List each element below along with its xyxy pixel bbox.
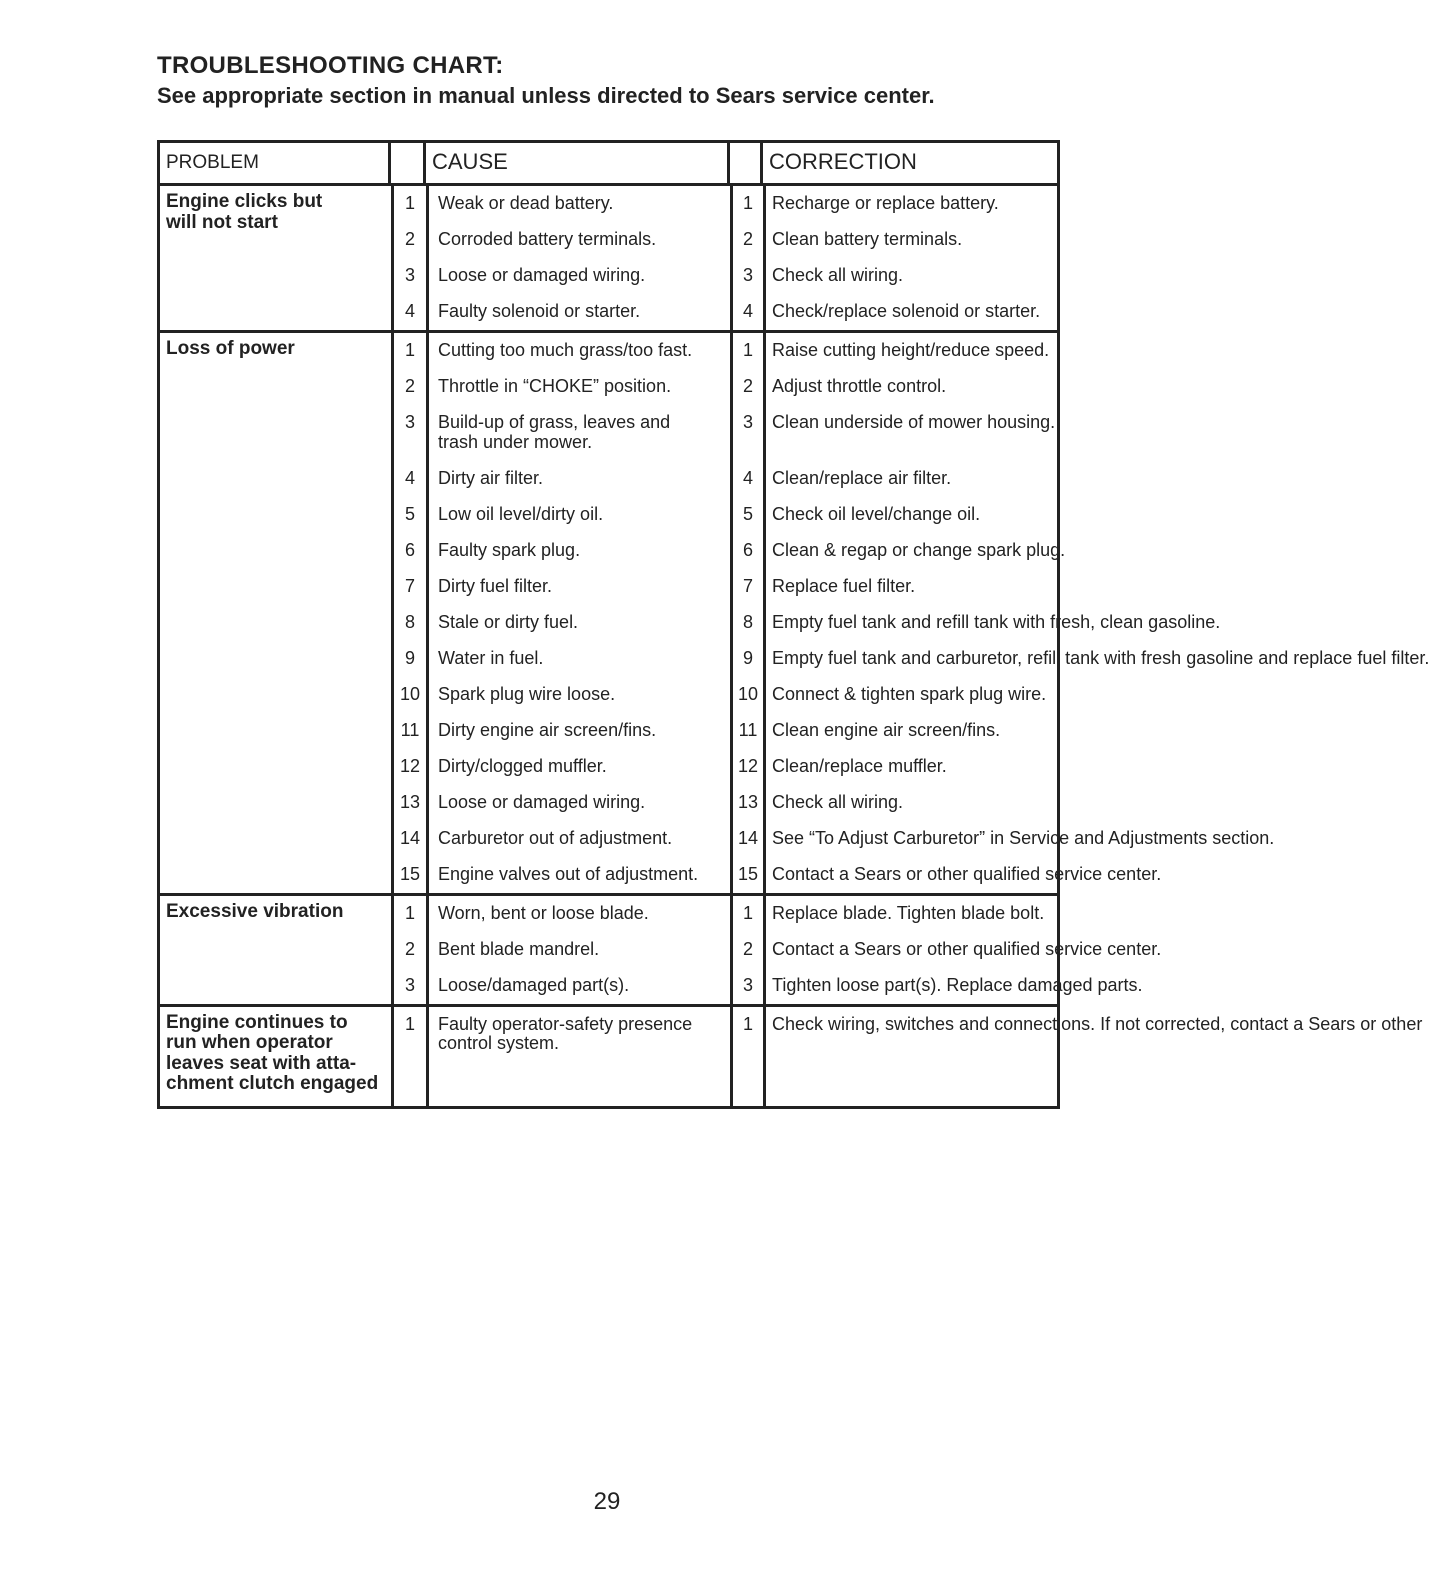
table-row <box>391 785 1429 821</box>
cause-number: 13 <box>391 785 426 821</box>
cause-text: Dirty/clogged muffler. <box>426 749 730 785</box>
correction-text: Tighten loose part(s). Replace damaged parts. <box>763 968 1161 1004</box>
cause-text: Stale or dirty fuel. <box>426 605 730 641</box>
cause-number: 2 <box>391 222 426 258</box>
cause-number: 12 <box>391 749 426 785</box>
correction-number: 9 <box>730 641 763 677</box>
correction-number: 13 <box>730 785 763 821</box>
header-problem: PROBLEM <box>166 152 259 173</box>
table-row <box>391 369 1429 405</box>
correction-number: 10 <box>730 677 763 713</box>
table-row <box>391 605 1429 641</box>
correction-text: See “To Adjust Carburetor” in Service and Adjustments section. <box>763 821 1429 857</box>
cause-text: Engine valves out of adjustment. <box>426 857 730 893</box>
correction-number: 8 <box>730 605 763 641</box>
problem-label: Engine continues to run when operator leaves seat with atta- chment clutch engaged <box>166 1011 379 1094</box>
problem-label: Engine clicks but will not start <box>166 191 323 233</box>
cause-text: Spark plug wire loose. <box>426 677 730 713</box>
correction-text: Adjust throttle control. <box>763 369 1429 405</box>
table-body <box>160 186 1429 1106</box>
cause-number: 9 <box>391 641 426 677</box>
correction-text: Check/replace solenoid or starter. <box>763 294 1057 330</box>
correction-number: 2 <box>730 369 763 405</box>
cause-number: 6 <box>391 533 426 569</box>
cause-number: 2 <box>391 369 426 405</box>
table-row <box>391 896 1161 932</box>
correction-text: Replace fuel filter. <box>763 569 1429 605</box>
cause-text: Dirty fuel filter. <box>426 569 730 605</box>
correction-number: 1 <box>730 896 763 932</box>
cause-text: Dirty air filter. <box>426 461 730 497</box>
table-row <box>391 461 1429 497</box>
cause-text: Loose or damaged wiring. <box>426 258 730 294</box>
correction-number: 7 <box>730 569 763 605</box>
cause-number: 3 <box>391 258 426 294</box>
correction-text: Empty fuel tank and carburetor, refill tank with fresh gasoline and replace fuel filter. <box>763 641 1429 677</box>
correction-text: Connect & tighten spark plug wire. <box>763 677 1429 713</box>
table-row <box>391 405 1429 461</box>
cause-text: Build-up of grass, leaves and trash under mower. <box>426 405 730 461</box>
cause-text: Faulty spark plug. <box>426 533 730 569</box>
cause-number: 14 <box>391 821 426 857</box>
correction-number: 4 <box>730 294 763 330</box>
table-row <box>391 932 1161 968</box>
correction-number: 15 <box>730 857 763 893</box>
correction-text: Check all wiring. <box>763 258 1057 294</box>
cause-number: 2 <box>391 932 426 968</box>
correction-text: Raise cutting height/reduce speed. <box>763 333 1429 369</box>
correction-number: 14 <box>730 821 763 857</box>
correction-number: 1 <box>730 1007 763 1106</box>
correction-text: Empty fuel tank and refill tank with fresh, clean gasoline. <box>763 605 1429 641</box>
cause-text: Faulty operator-safety presence control system. <box>426 1007 730 1106</box>
correction-text: Contact a Sears or other qualified service center. <box>763 932 1161 968</box>
correction-number: 3 <box>730 258 763 294</box>
cause-text: Low oil level/dirty oil. <box>426 497 730 533</box>
correction-text: Check all wiring. <box>763 785 1429 821</box>
table-row <box>391 1007 1422 1106</box>
cause-text: Bent blade mandrel. <box>426 932 730 968</box>
item-list <box>391 333 1429 893</box>
table-row <box>391 533 1429 569</box>
correction-number: 4 <box>730 461 763 497</box>
problem-label: Excessive vibration <box>166 900 344 922</box>
correction-text: Clean underside of mower housing. <box>763 405 1429 461</box>
correction-number: 3 <box>730 405 763 461</box>
table-row <box>391 258 1057 294</box>
table-row <box>391 333 1429 369</box>
table-row <box>391 497 1429 533</box>
cause-number: 1 <box>391 1007 426 1106</box>
cause-number: 3 <box>391 968 426 1004</box>
table-row <box>391 294 1057 330</box>
cause-number: 4 <box>391 461 426 497</box>
correction-number: 6 <box>730 533 763 569</box>
cause-text: Faulty solenoid or starter. <box>426 294 730 330</box>
problem-group <box>160 333 1429 896</box>
cause-number: 10 <box>391 677 426 713</box>
correction-number: 5 <box>730 497 763 533</box>
correction-number: 11 <box>730 713 763 749</box>
problem-group <box>160 1007 1423 1106</box>
table-row <box>391 749 1429 785</box>
correction-number: 1 <box>730 186 763 222</box>
table-header <box>160 143 1057 186</box>
cause-number: 5 <box>391 497 426 533</box>
cause-number: 8 <box>391 605 426 641</box>
cause-number: 1 <box>391 333 426 369</box>
table-row <box>391 186 1057 222</box>
table-row <box>391 677 1429 713</box>
correction-text: Clean/replace muffler. <box>763 749 1429 785</box>
correction-text: Clean battery terminals. <box>763 222 1057 258</box>
table-row <box>391 641 1429 677</box>
correction-text: Clean & regap or change spark plug. <box>763 533 1429 569</box>
header-correction-number <box>727 143 760 183</box>
cause-number: 4 <box>391 294 426 330</box>
correction-number: 2 <box>730 932 763 968</box>
cause-text: Carburetor out of adjustment. <box>426 821 730 857</box>
header-cause-number <box>388 143 423 183</box>
correction-text: Replace blade. Tighten blade bolt. <box>763 896 1161 932</box>
correction-text: Recharge or replace battery. <box>763 186 1057 222</box>
correction-text: Clean/replace air filter. <box>763 461 1429 497</box>
correction-text: Check wiring, switches and connections. If not corrected, contact a Sears or other <box>763 1007 1422 1106</box>
troubleshooting-table <box>157 140 1429 1109</box>
cause-text: Loose/damaged part(s). <box>426 968 730 1004</box>
header-cause: CAUSE <box>423 143 727 183</box>
table-row <box>391 821 1429 857</box>
correction-text: Clean engine air screen/fins. <box>763 713 1429 749</box>
problem-group <box>160 896 1162 1007</box>
cause-number: 1 <box>391 896 426 932</box>
page-title: TROUBLESHOOTING CHART: <box>157 52 504 79</box>
cause-number: 1 <box>391 186 426 222</box>
correction-text: Check oil level/change oil. <box>763 497 1429 533</box>
correction-number: 1 <box>730 333 763 369</box>
problem-group <box>160 186 1057 333</box>
table-row <box>391 968 1161 1004</box>
page-number: 29 <box>593 1488 621 1515</box>
table-row <box>391 713 1429 749</box>
cause-number: 3 <box>391 405 426 461</box>
correction-text: Contact a Sears or other qualified service center. <box>763 857 1429 893</box>
page-subtitle: See appropriate section in manual unless directed to Sears service center. <box>157 83 935 108</box>
cause-number: 15 <box>391 857 426 893</box>
problem-label: Loss of power <box>166 338 295 359</box>
item-list <box>391 1007 1422 1106</box>
cause-text: Throttle in “CHOKE” position. <box>426 369 730 405</box>
table-row <box>391 857 1429 893</box>
correction-number: 2 <box>730 222 763 258</box>
cause-text: Weak or dead battery. <box>426 186 730 222</box>
table-row <box>391 569 1429 605</box>
cause-text: Worn, bent or loose blade. <box>426 896 730 932</box>
header-correction: CORRECTION <box>760 143 1057 183</box>
correction-number: 3 <box>730 968 763 1004</box>
cause-text: Cutting too much grass/too fast. <box>426 333 730 369</box>
cause-number: 11 <box>391 713 426 749</box>
item-list <box>391 896 1161 1004</box>
cause-text: Loose or damaged wiring. <box>426 785 730 821</box>
table-row <box>391 222 1057 258</box>
cause-number: 7 <box>391 569 426 605</box>
cause-text: Dirty engine air screen/fins. <box>426 713 730 749</box>
item-list <box>391 186 1057 330</box>
cause-text: Water in fuel. <box>426 641 730 677</box>
correction-number: 12 <box>730 749 763 785</box>
cause-text: Corroded battery terminals. <box>426 222 730 258</box>
